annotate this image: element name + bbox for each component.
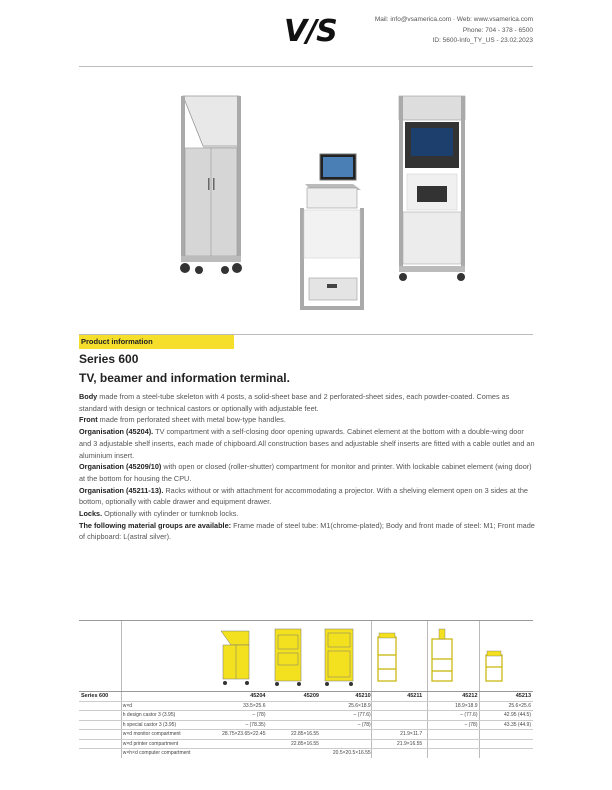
paragraph-heading: Organisation (45211-13).	[79, 485, 164, 495]
dimension-values-table	[79, 691, 533, 758]
cell: – (77.6)	[424, 711, 479, 721]
paragraph-body	[79, 391, 535, 414]
paragraph-heading: Front	[79, 415, 98, 425]
cell: 22.85×16.55	[267, 739, 320, 749]
row-label: w×d monitor compartment	[121, 730, 220, 740]
cell	[321, 730, 373, 740]
contact-block	[375, 15, 533, 47]
series-title: Series 600	[79, 352, 139, 366]
cell	[373, 701, 424, 711]
paragraph-organisation-45209	[79, 461, 535, 484]
cell: 21.9×11.7	[373, 730, 424, 740]
product-information-tag: Product information	[79, 335, 234, 349]
cell: 18.9×18.9	[424, 701, 479, 711]
paragraph-text: Racks without or with attachment for accommodating a projector. With a shelving element open on 3 sides at the bottom, optionally with cable drawer and equipment drawer.	[79, 485, 528, 507]
cell: 21.9×16.55	[373, 739, 424, 749]
cell: – (78)	[220, 711, 267, 721]
paragraph-text: TV compartment with a self-closing door opening upwards. Cabinet element at the bottom with a double-wing door and 3 adjustable shelf inserts, each made of chipboard.All construction bases and adjustable shelf inserts are fitted with a cable outlet and an aluminium insert.	[79, 427, 535, 460]
cell: 22.85×16.55	[267, 730, 320, 740]
model-45212-drawing	[427, 625, 457, 687]
contact-phone: Phone: 704 - 378 - 6500	[462, 26, 533, 34]
cell: 20.5×20.5×16.55	[321, 749, 373, 758]
cell: 28.75×23.65×22.45	[222, 731, 266, 738]
model-45213-drawing	[481, 625, 507, 687]
contact-mail-web: Mail: info@vsamerica.com · Web: www.vsamerica.com	[374, 16, 533, 23]
paragraph-text: Optionally with cylinder or turnknob locks.	[102, 509, 239, 519]
dimension-table	[79, 620, 533, 758]
table-row	[79, 749, 533, 758]
row-label: h special castor 3 (3.95)	[121, 720, 220, 730]
tv-cabinet-photo	[180, 96, 242, 274]
row-label: w×h×d computer compartment	[121, 749, 220, 758]
table-row	[79, 730, 533, 740]
model-45204: 45204	[220, 692, 267, 702]
cell: – (77.6)	[321, 711, 373, 721]
model-45204-drawing	[217, 625, 257, 687]
paragraph-text: made from a steel-tube skeleton with 4 posts, a solid-sheet base and 2 perforated-sheet sides, each powder-coated. Comes as standard with design or technical castors or optionally with adjustable feet.	[79, 392, 510, 413]
table-row	[79, 720, 533, 730]
paragraph-locks	[79, 508, 535, 520]
paragraph-organisation-45204	[79, 426, 535, 461]
cell: 25.6×25.6	[480, 701, 534, 711]
model-45212: 45212	[424, 692, 479, 702]
row-label: w×d printer compartment	[121, 739, 220, 749]
model-45213: 45213	[480, 692, 534, 702]
paragraph-organisation-45211	[79, 485, 535, 508]
cell	[267, 720, 320, 730]
cell: 43.35 (44.9)	[480, 720, 534, 730]
cell: 33.5×25.6	[220, 701, 267, 711]
cell: – (78)	[424, 720, 479, 730]
top-divider	[79, 66, 533, 67]
model-45211: 45211	[373, 692, 424, 702]
laptop-lectern-photo	[300, 154, 364, 310]
series-label: Series 600	[79, 692, 121, 702]
model-45211-drawing	[373, 625, 401, 687]
paragraph-materials	[79, 520, 535, 543]
computer-terminal-photo	[399, 96, 465, 281]
cell	[373, 720, 424, 730]
model-45210-drawing	[319, 625, 359, 687]
cell: 25.6×18.9	[321, 701, 373, 711]
paragraph-heading: Locks.	[79, 509, 103, 519]
table-row	[79, 701, 533, 711]
description-text	[79, 391, 535, 543]
paragraph-heading: Organisation (45209/10)	[79, 462, 162, 472]
document-id: ID: 5600-Info_TY_US - 23.02.2023	[432, 37, 533, 44]
table-header-row	[79, 692, 533, 702]
table-row	[79, 739, 533, 749]
paragraph-text: Frame made of steel tube: M1(chrome-plated); Body and front made of steel: M1; Front made of chipboard: L(astral silver).	[79, 520, 535, 542]
model-45210: 45210	[321, 692, 373, 702]
cell: – (78)	[321, 720, 373, 730]
cell: – (78.35)	[220, 720, 267, 730]
table-row	[79, 711, 533, 721]
row-label: w×d	[121, 701, 220, 711]
paragraph-heading: The following material groups are available:	[79, 520, 232, 530]
paragraph-heading: Organisation (45204).	[79, 427, 154, 437]
paragraph-text: made from perforated sheet with metal bow-type handles.	[97, 415, 286, 425]
model-45209-drawing	[269, 625, 309, 687]
cell: 42.95 (44.5)	[480, 711, 534, 721]
paragraph-heading: Body	[79, 392, 98, 401]
row-label: h design castor 3 (3.95)	[121, 711, 220, 721]
cell	[267, 701, 320, 711]
vs-logo: V/S	[284, 14, 337, 49]
paragraph-front	[79, 414, 535, 426]
product-subtitle: TV, beamer and information terminal.	[79, 371, 290, 385]
cell	[373, 711, 424, 721]
product-photos	[79, 88, 533, 320]
paragraph-text: with open or closed (roller-shutter) compartment for monitor and printer. With lockable cabinet element (wing door) at the bottom for housing the CPU.	[79, 462, 532, 483]
model-45209: 45209	[267, 692, 320, 702]
cell	[267, 711, 320, 721]
